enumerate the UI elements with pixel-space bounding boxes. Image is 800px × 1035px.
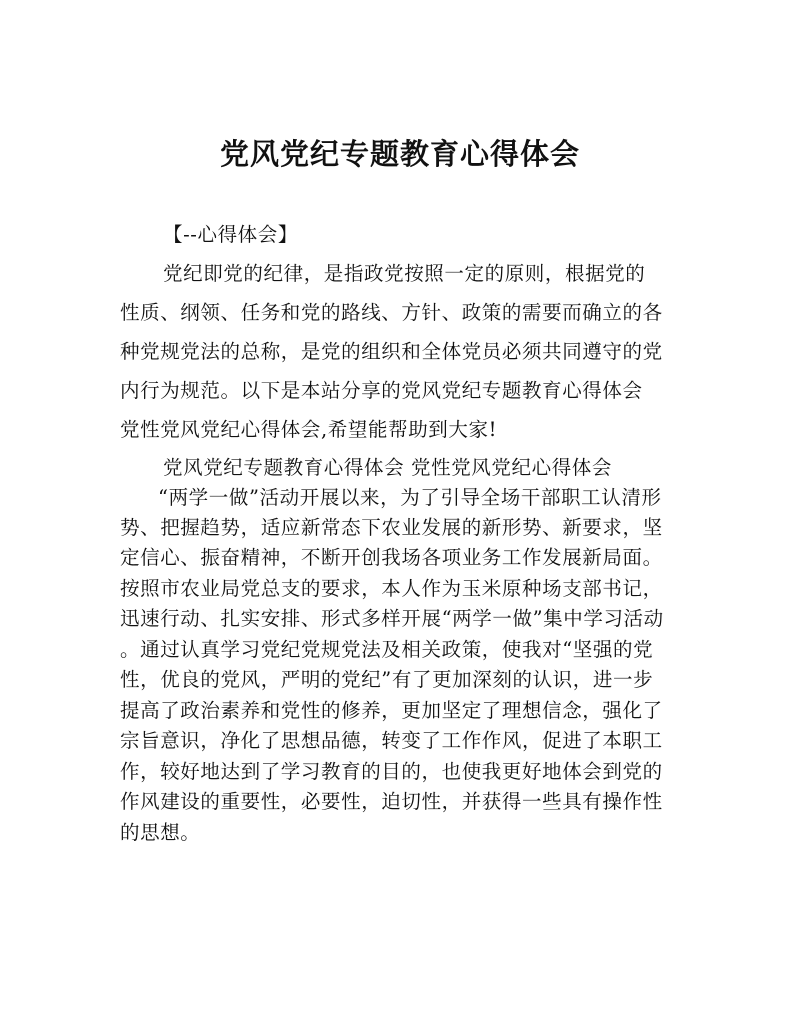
body-line-3: 定信心、振奋精神，不断开创我场各项业务工作发展新局面。 — [120, 546, 663, 569]
intro-line-3: 种党规党法的总称，是党的组织和全体党员必须共同遵守的党 — [120, 340, 663, 363]
body-line-12: 的思想。 — [120, 821, 201, 844]
body-line-4: 按照市农业局党总支的要求，本人作为玉米原种场支部书记， — [120, 577, 663, 600]
body-line-9: 宗旨意识，净化了思想品德，转变了工作作风，促进了本职工 — [120, 729, 663, 752]
body-line-1: “两学一做”活动开展以来，为了引导全场干部职工认清形 — [158, 486, 662, 509]
body-line-6: 。通过认真学习党纪党规党法及相关政策，使我对“坚强的党 — [120, 638, 654, 661]
body-line-5: 迅速行动、扎实安排、形式多样开展“两学一做”集中学习活动 — [120, 607, 664, 630]
intro-line-4: 内行为规范。以下是本站分享的党风党纪专题教育心得体会 — [120, 379, 643, 402]
category-tag: 【--心得体会】 — [163, 223, 298, 246]
intro-line-2: 性质、纲领、任务和党的路线、方针、政策的需要而确立的各 — [120, 301, 663, 324]
body-line-2: 势、把握趋势，适应新常态下农业发展的新形势、新要求，坚 — [120, 516, 663, 539]
body-line-10: 作，较好地达到了学习教育的目的，也使我更好地体会到党的 — [120, 760, 663, 783]
subtitle-line: 党风党纪专题教育心得体会 党性党风党纪心得体会 — [163, 456, 612, 479]
page-title: 党风党纪专题教育心得体会 — [219, 137, 580, 171]
body-line-11: 作风建设的重要性，必要性，迫切性，并获得一些具有操作性 — [120, 790, 663, 813]
intro-line-5: 党性党风党纪心得体会,希望能帮助到大家! — [120, 418, 498, 441]
intro-line-1: 党纪即党的纪律，是指政党按照一定的原则，根据党的 — [163, 262, 646, 285]
body-line-8: 提高了政治素养和党性的修养，更加坚定了理想信念，强化了 — [120, 699, 663, 722]
body-line-7: 性，优良的党风，严明的党纪”有了更加深刻的认识，进一步 — [120, 668, 654, 691]
